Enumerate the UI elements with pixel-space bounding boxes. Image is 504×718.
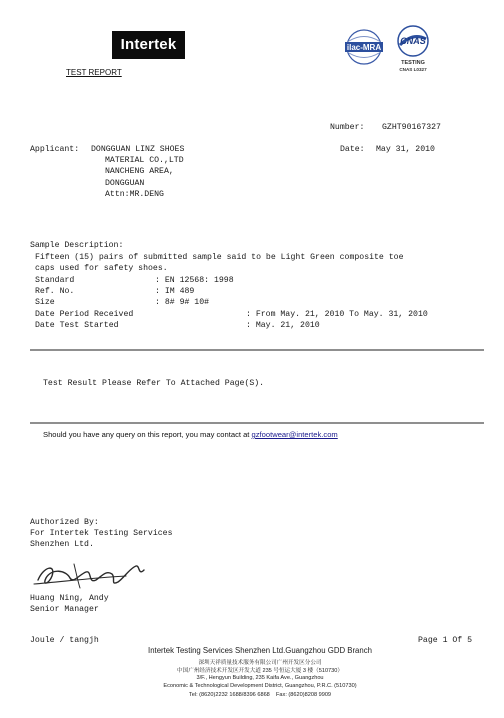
authorized-line: Authorized By: [30,518,99,527]
cnas-logo [393,24,433,76]
applicant-line: MATERIAL CO.,LTD [105,156,184,165]
signature-image [30,556,160,592]
signatory-name: Huang Ning, Andy [30,594,109,603]
report-label: TEST REPORT [66,68,122,77]
report-number-label: Number: [330,123,365,132]
applicant-line: DONGGUAN LINZ SHOES [91,145,185,154]
footer-cn-name: 深圳天祥质量技术服务有限公司广州开发区分公司 [198,660,322,666]
cnas-name: CNAS [400,36,426,46]
sample-desc-line: Fifteen (15) pairs of submitted sample said to be Light Green composite toe [35,253,404,262]
contact-email-link[interactable]: gzfootwear@intertek.com [251,430,338,439]
date-label-received: Date Period Received [35,310,134,319]
date-value-received: : From May. 21, 2010 To May. 31, 2010 [246,310,428,319]
footer-address: Economic & Technological Development District, Guangzhou, P.R.C. (510730) [163,683,357,689]
query-note [43,430,338,439]
divider [30,422,484,424]
sample-desc-line: caps used for safety shoes. [35,264,168,273]
applicant-label: Applicant: [30,145,80,154]
report-date-label: Date: [340,145,365,154]
field-label-size: Size [35,298,55,307]
query-text: Should you have any query on this report, you may contact at [43,430,252,439]
sample-heading: Sample Description: [30,241,124,250]
field-value-ref: : IM 489 [155,287,195,296]
applicant-line: DONGGUAN [105,179,145,188]
footer-contact: Tel: (8620)2232 1688/8396 6868 Fax: (8620)8208 9909 [188,692,332,698]
report-date: May 31, 2010 [376,145,435,154]
cnas-testing: TESTING [401,60,425,66]
field-label-standard: Standard [35,276,75,285]
report-number: GZHT90167327 [382,123,441,132]
applicant-line: NANCHENG AREA, [105,167,174,176]
field-value-size: : 8# 9# 10# [155,298,210,307]
authorized-line: Shenzhen Ltd. [30,540,94,549]
field-value-standard: : EN 12568: 1998 [155,276,234,285]
ilac-mra-logo [343,28,385,66]
footer-branch: Intertek Testing Services Shenzhen Ltd.Guangzhou GDD Branch [148,646,372,655]
author-initials: Joule / tangjh [30,636,99,645]
signatory-title: Senior Manager [30,605,99,614]
test-result-text: Test Result Please Refer To Attached Page(S). [43,379,265,388]
field-label-ref: Ref. No. [35,287,75,296]
intertek-logo: Intertek [112,31,185,59]
divider [30,349,484,351]
page-number: Page 1 Of 5 [418,636,473,645]
footer-cn-address: 中国广州经济技术开发区开发大道 235 号恒运大厦 3 楼（510730） [177,668,343,674]
date-value-started: : May. 21, 2010 [246,321,320,330]
authorized-line: For Intertek Testing Services [30,529,173,538]
ilac-text: ilac-MRA [346,43,382,52]
cnas-number: CNAS L0327 [399,67,427,72]
footer-address: 3/F., Hengyun Building, 235 Kaifa Ave., Guangzhou [196,675,324,681]
applicant-line: Attn:MR.DENG [105,190,164,199]
date-label-started: Date Test Started [35,321,119,330]
